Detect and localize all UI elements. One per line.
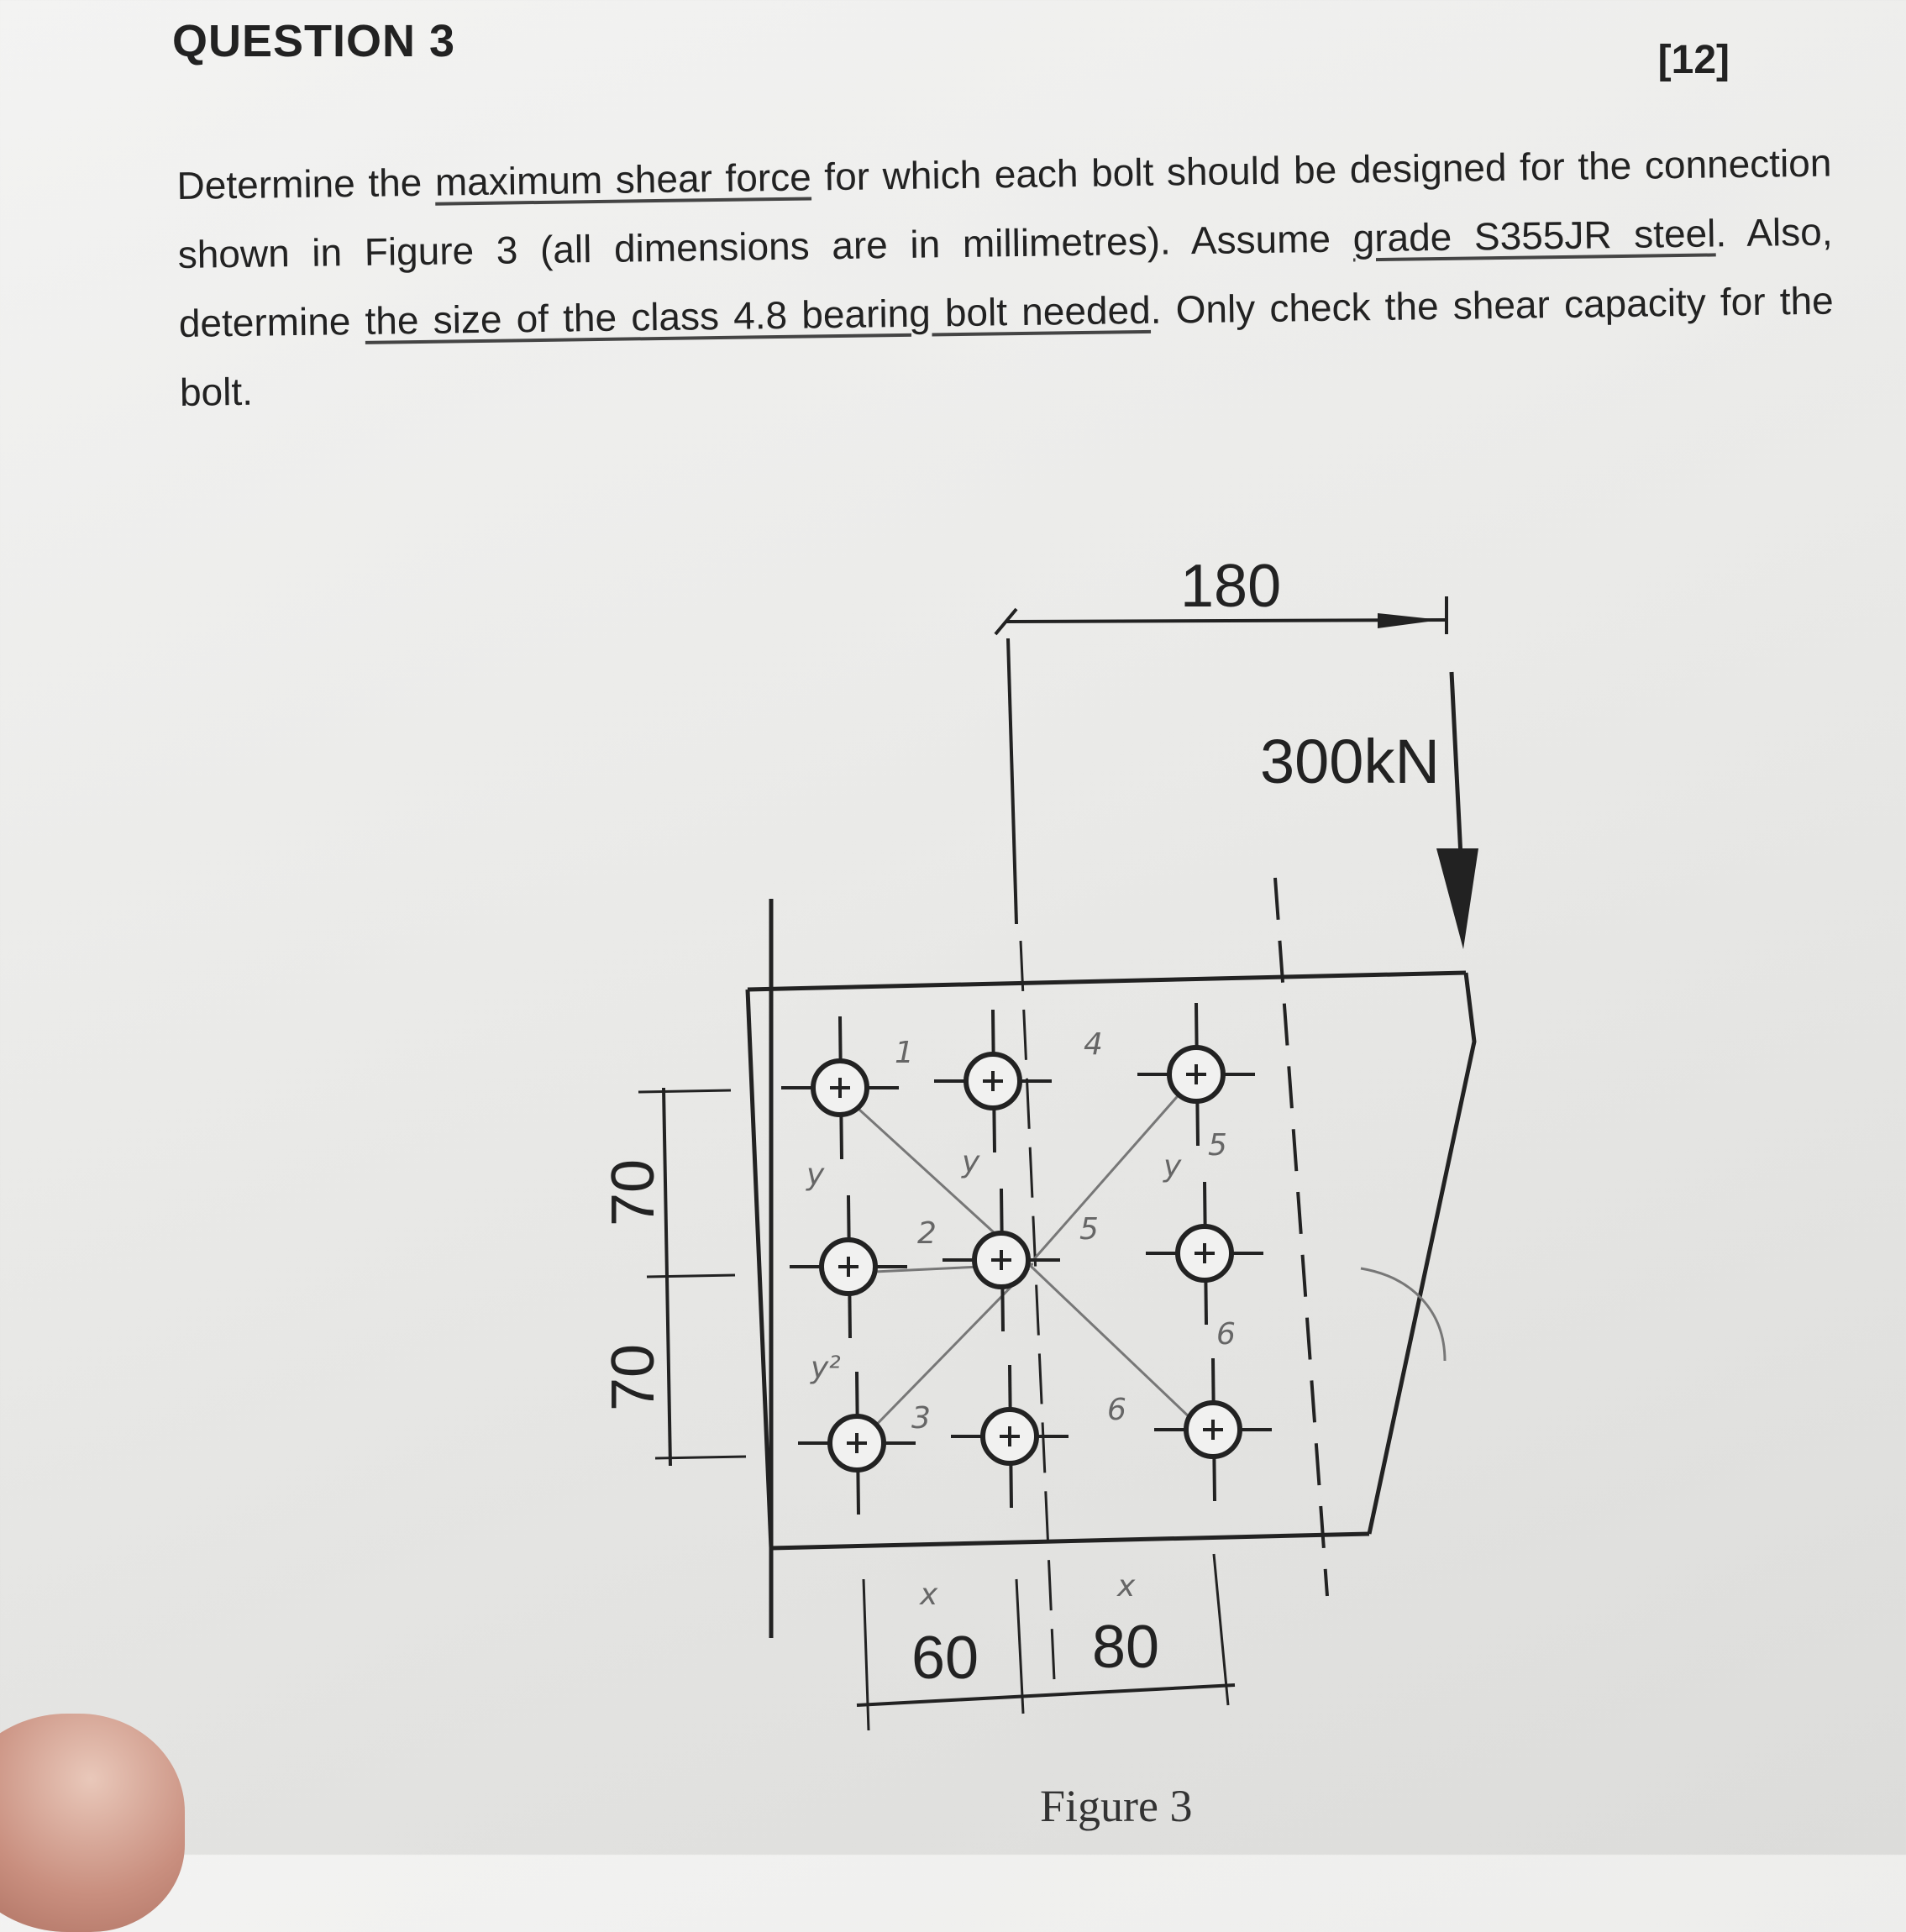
handwritten-note: 5 (1208, 1128, 1227, 1163)
bolt (951, 1365, 1069, 1508)
plate-bottom-edge (771, 1534, 1369, 1548)
dim-70-ext-bot (655, 1457, 746, 1458)
handwritten-note: y (962, 1145, 980, 1179)
bolt-group (781, 1003, 1272, 1515)
question-marks: [12] (1657, 38, 1730, 82)
question-text-part: . Only check the shear capacity for the bolt. (179, 278, 1835, 414)
dim-180-arrow-head (1378, 613, 1441, 628)
bolt (781, 1016, 899, 1159)
dim-70-ext-mid (647, 1275, 735, 1277)
load-arrow-head (1436, 848, 1478, 949)
dim-ext-left (864, 1579, 869, 1730)
handwritten-note: y (806, 1158, 825, 1192)
pencil-rotation-arrow (1361, 1268, 1445, 1361)
bolt (1154, 1358, 1272, 1501)
bolt (798, 1372, 916, 1515)
centreline-vertical (1021, 941, 1054, 1680)
handwritten-note: y² (811, 1351, 841, 1385)
handwritten-note: x (1117, 1569, 1136, 1604)
bolt (1146, 1182, 1263, 1325)
bolt (942, 1189, 1060, 1331)
dim-70-top-label: 70 (600, 1158, 667, 1226)
handwritten-note: 6 (1107, 1393, 1126, 1427)
load-centreline (1008, 638, 1016, 924)
bolt (934, 1010, 1052, 1152)
bolt (790, 1195, 907, 1338)
finger-in-photo (0, 1714, 185, 1932)
handwritten-note: 6 (1216, 1317, 1236, 1352)
question-heading: QUESTION 3 (172, 16, 456, 66)
dim-60-label: 60 (911, 1625, 979, 1692)
handwritten-note: 4 (1084, 1027, 1103, 1062)
dim-180-label: 180 (1180, 553, 1282, 620)
plate-top-edge (748, 973, 1466, 990)
handwritten-note: 1 (895, 1036, 914, 1070)
handwritten-note: 2 (917, 1216, 937, 1251)
bolt (1137, 1003, 1255, 1146)
question-text-part: for which each bolt should be designed for the connection shown in Figure 3 (all dimensions are in millimetres). Assume (177, 140, 1832, 276)
figure-caption: Figure 3 (1040, 1781, 1193, 1831)
handwritten-note: 5 (1079, 1212, 1099, 1247)
dim-70-bottom-label: 70 (600, 1343, 667, 1411)
plate-right-edge (1369, 973, 1474, 1534)
question-text-part: Determine the (176, 160, 436, 207)
handwritten-note: 3 (911, 1401, 931, 1436)
load-label: 300kN (1260, 727, 1440, 796)
plate-left-edge (748, 990, 771, 1548)
handwritten-note: x (920, 1578, 938, 1612)
question-text-part: . Also, determine (178, 209, 1833, 345)
dim-80-label: 80 (1092, 1614, 1160, 1681)
load-arrow-shaft (1452, 672, 1462, 874)
question-text-underlined: the size of the class 4.8 bearing bolt needed (365, 287, 1152, 343)
dim-70-ext-top (638, 1090, 731, 1092)
handwritten-note: y (1163, 1149, 1182, 1184)
question-text-underlined: maximum shear force (434, 155, 812, 204)
question-text-underlined: grade S355JR steel (1352, 211, 1716, 260)
dim-ext-mid (1016, 1579, 1023, 1714)
dim-ext-right (1214, 1554, 1228, 1705)
right-bolt-centreline (1275, 878, 1327, 1596)
